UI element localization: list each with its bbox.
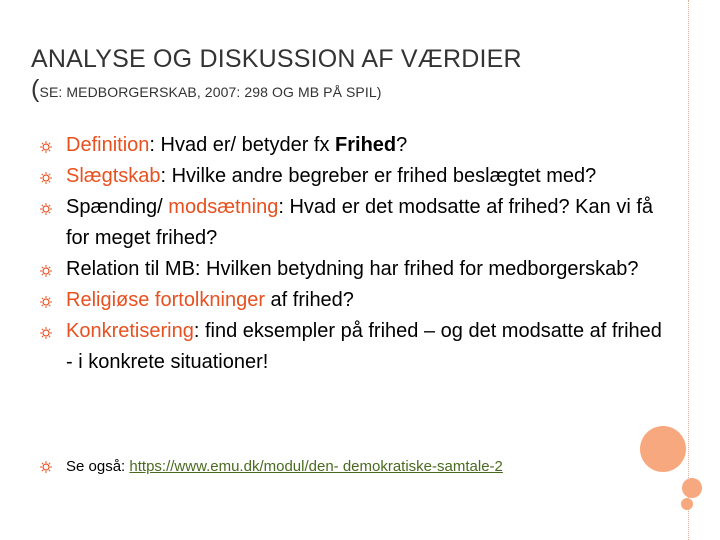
bullet-text: : find eksempler på frihed – og det modsatte af frihed - i konkrete situationer! — [66, 320, 662, 373]
title-paren: ( — [31, 75, 40, 103]
title-main: ANALYSE OG DISKUSSION AF VÆRDIER — [31, 45, 522, 73]
bullet-highlight: Religiøse fortolkninger — [66, 289, 265, 311]
bullet-text: Relation til MB: Hvilken betydning har frihed for medborgerskab? — [66, 258, 639, 280]
bullet-definition — [40, 130, 670, 161]
see-also-label: Se også: — [66, 458, 126, 475]
bullet-text: : Hvad er det modsatte af frihed? Kan vi få for meget frihed? — [66, 196, 654, 249]
bullet-bold: Frihed — [335, 134, 397, 156]
bullet-text-end: ? — [396, 134, 408, 156]
title-subline — [31, 74, 671, 107]
sun-icon — [40, 265, 52, 277]
bullet-highlight: Definition — [66, 134, 150, 156]
sun-icon — [40, 461, 52, 473]
bullet-highlight: Slægtskab — [66, 165, 161, 187]
sun-icon — [40, 141, 52, 153]
sun-icon — [40, 327, 52, 339]
slide-title — [31, 44, 671, 107]
bullet-text: af frihed? — [264, 289, 354, 311]
bullet-slaegtskab — [40, 161, 670, 192]
bullet-religioese — [40, 285, 670, 316]
bullet-spaending — [40, 192, 670, 254]
bullet-konkretisering — [40, 316, 670, 378]
decorative-circle-tiny — [681, 498, 693, 510]
bullet-text-start: Spænding/ — [66, 196, 169, 218]
title-sub: SE: MEDBORGERSKAB, 2007: 298 OG MB PÅ SPIL) — [39, 84, 382, 100]
sun-icon — [40, 296, 52, 308]
bullet-highlight: Konkretisering — [66, 320, 194, 342]
bullet-text: : Hvad er/ betyder fx — [149, 134, 336, 156]
see-also — [40, 455, 696, 479]
sun-icon — [40, 203, 52, 215]
bullet-text: : Hvilke andre begreber er frihed beslægtet med? — [160, 165, 597, 187]
decorative-circle-large — [640, 426, 686, 472]
bullet-highlight: modsætning — [168, 196, 279, 218]
see-also-link[interactable]: https://www.emu.dk/modul/den- demokratiske-samtale-2 — [129, 458, 503, 475]
bullet-relation — [40, 254, 670, 285]
bullet-list — [40, 130, 670, 378]
sun-icon — [40, 172, 52, 184]
decorative-circle-small — [682, 478, 702, 498]
